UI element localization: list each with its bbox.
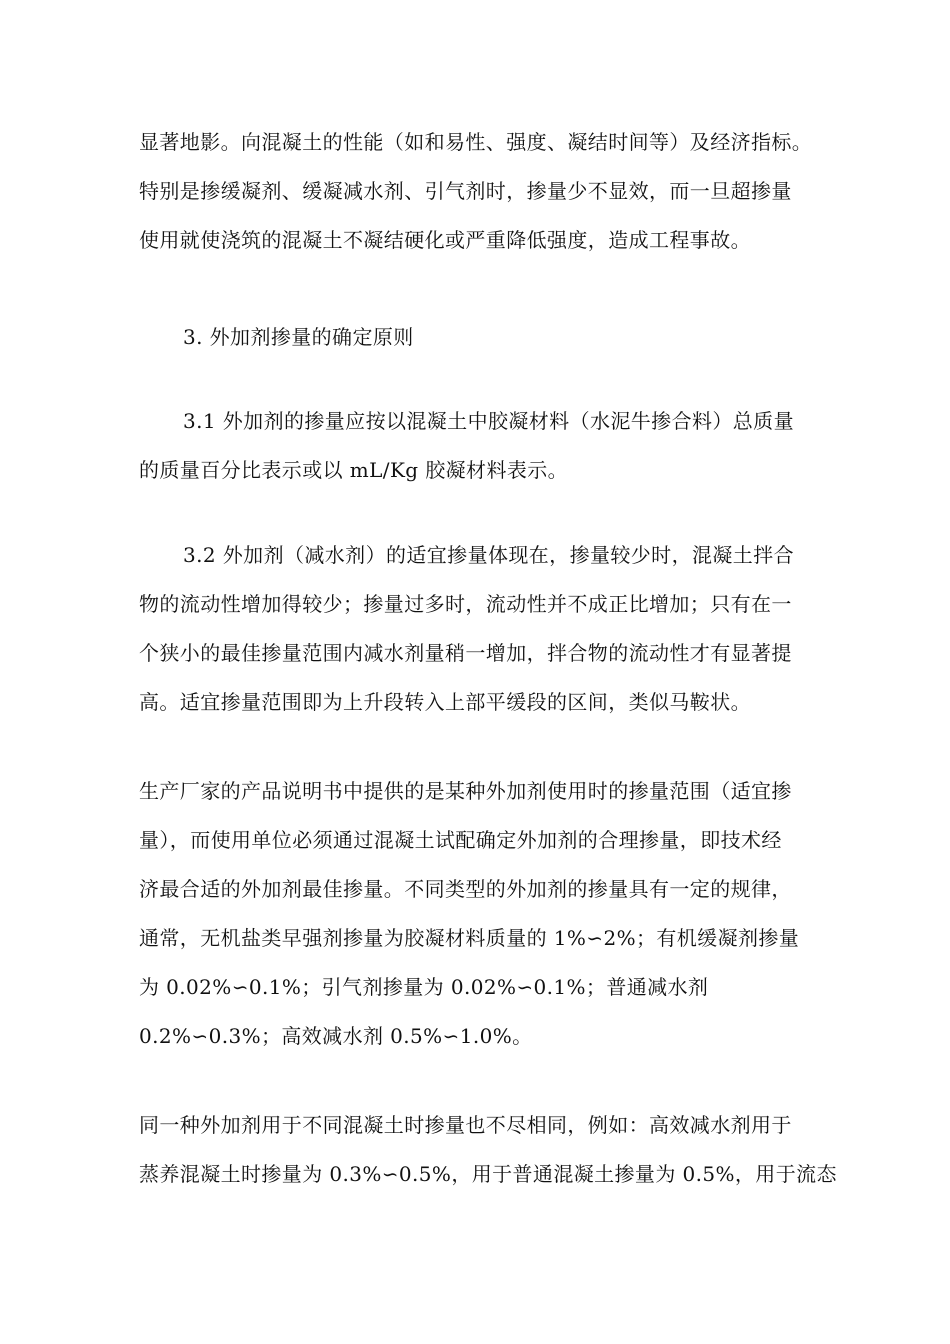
text-line: 济最合适的外加剂最佳掺量。不同类型的外加剂的掺量具有一定的规律，	[139, 877, 792, 901]
text-line: 同一种外加剂用于不同混凝土时掺量也不尽相同，例如：高效减水剂用于	[139, 1113, 792, 1137]
text-line: 量），而使用单位必须通过混凝土试配确定外加剂的合理掺量，即技术经	[139, 828, 782, 852]
text-line: 个狭小的最佳掺量范围内减水剂量稍一增加，拌合物的流动性才有显著提	[139, 641, 792, 665]
text-line: 高。适宜掺量范围即为上升段转入上部平缓段的区间，类似马鞍状。	[139, 690, 751, 714]
text-line: 3.2 外加剂（减水剂）的适宜掺量体现在，掺量较少时，混凝土拌合	[183, 543, 794, 567]
text-line: 显著地影。向混凝土的性能（如和易性、强度、凝结时间等）及经济指标。	[139, 130, 813, 154]
text-line: 生产厂家的产品说明书中提供的是某种外加剂使用时的掺量范围（适宜掺	[139, 779, 792, 803]
text-line: 通常，无机盐类早强剂掺量为胶凝材料质量的 1%∽2%；有机缓凝剂掺量	[139, 926, 800, 950]
text-line: 为 0.02%∽0.1%；引气剂掺量为 0.02%∽0.1%；普通减水剂	[139, 975, 709, 999]
section-heading-text: 3. 外加剂掺量的确定原则	[183, 325, 414, 349]
text-line: 3.1 外加剂的掺量应按以混凝土中胶凝材料（水泥牛掺合料）总质量	[183, 409, 794, 433]
text-line: 0.2%∽0.3%；高效减水剂 0.5%∽1.0%。	[139, 1024, 533, 1048]
text-line: 物的流动性增加得较少；掺量过多时，流动性并不成正比增加；只有在一	[139, 592, 792, 616]
text-line: 的质量百分比表示或以 mL/Kg 胶凝材料表示。	[139, 458, 569, 482]
text-line: 使用就使浇筑的混凝土不凝结硬化或严重降低强度，造成工程事故。	[139, 228, 751, 252]
text-line: 特别是掺缓凝剂、缓凝减水剂、引气剂时，掺量少不显效，而一旦超掺量	[139, 179, 792, 203]
text-line: 蒸养混凝土时掺量为 0.3%∽0.5%，用于普通混凝土掺量为 0.5%，用于流态	[139, 1162, 837, 1186]
